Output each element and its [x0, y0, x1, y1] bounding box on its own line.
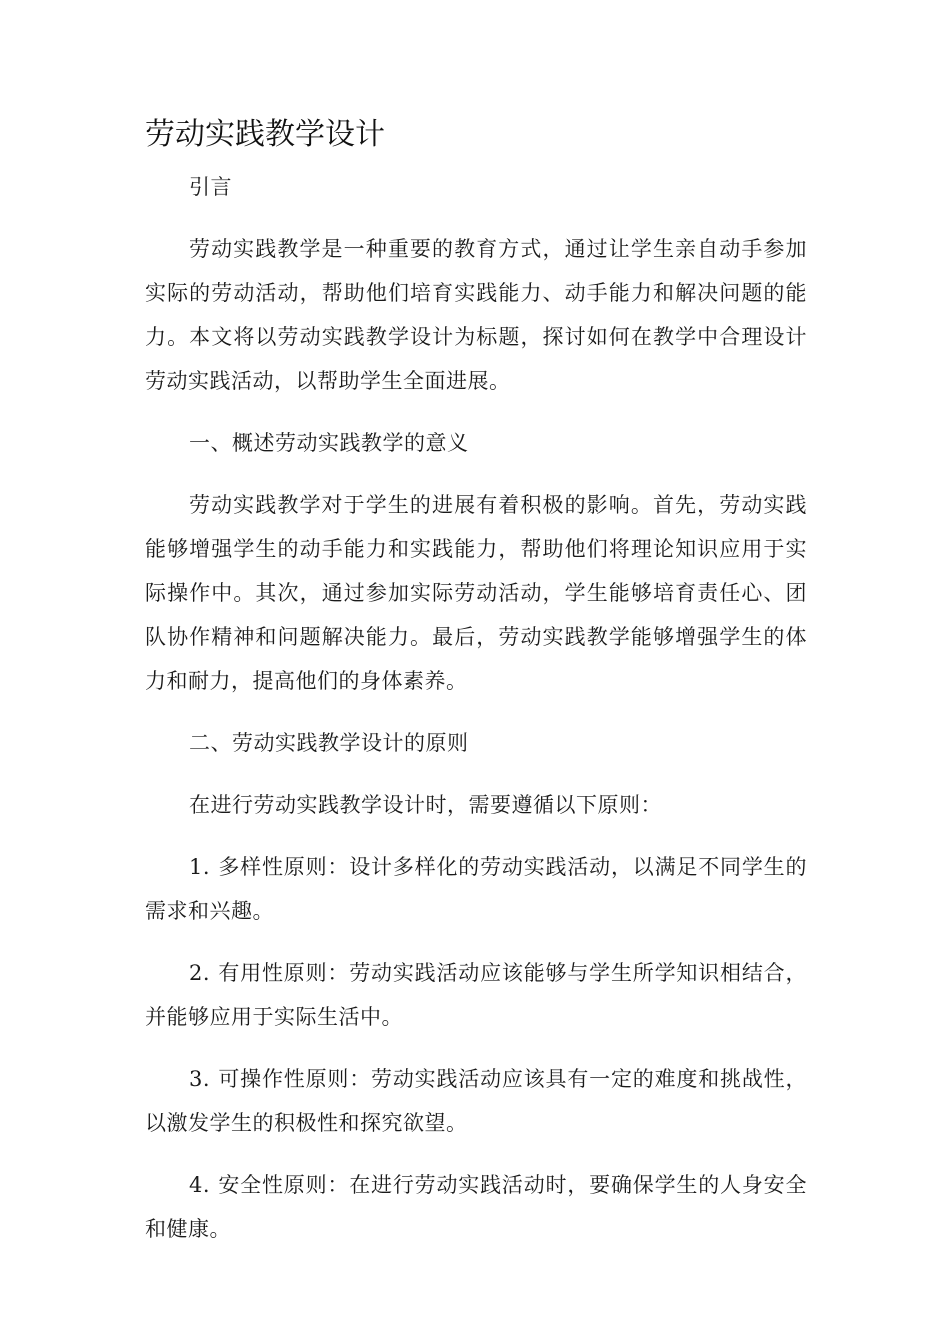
principle-text: 有用性原则：劳动实践活动应该能够与学生所学知识相结合，并能够应用于实际生活中。	[145, 961, 807, 1029]
principle-item	[145, 845, 807, 933]
section-heading-intro: 引言	[189, 175, 232, 199]
principle-text: 安全性原则：在进行劳动实践活动时，要确保学生的人身安全和健康。	[145, 1173, 807, 1241]
section-heading-significance: 一、概述劳动实践教学的意义	[189, 431, 469, 455]
principle-number: 3.	[189, 1067, 211, 1091]
principle-item	[145, 1163, 807, 1251]
principle-text: 可操作性原则：劳动实践活动应该具有一定的难度和挑战性，以激发学生的积极性和探究欲望。	[145, 1067, 807, 1135]
principle-number: 2.	[189, 961, 211, 985]
principle-item	[145, 1057, 807, 1145]
principle-text: 多样性原则：设计多样化的劳动实践活动，以满足不同学生的需求和兴趣。	[145, 855, 807, 923]
principles-intro-paragraph: 在进行劳动实践教学设计时，需要遵循以下原则：	[189, 793, 662, 817]
principle-number: 1.	[189, 855, 211, 879]
intro-paragraph: 劳动实践教学是一种重要的教育方式，通过让学生亲自动手参加实际的劳动活动，帮助他们培育实践能力、动手能力和解决问题的能力。本文将以劳动实践教学设计为标题，探讨如何在教学中合理设计劳动实践活动，以帮助学生全面进展。	[145, 237, 807, 393]
principle-number: 4.	[189, 1173, 211, 1197]
principle-item	[145, 951, 807, 1039]
section-heading-principles: 二、劳动实践教学设计的原则	[189, 731, 469, 755]
document-title: 劳动实践教学设计	[145, 117, 385, 152]
significance-paragraph: 劳动实践教学对于学生的进展有着积极的影响。首先，劳动实践能够增强学生的动手能力和实践能力，帮助他们将理论知识应用于实际操作中。其次，通过参加实际劳动活动，学生能够培育责任心、团队协作精神和问题解决能力。最后，劳动实践教学能够增强学生的体力和耐力，提高他们的身体素养。	[145, 493, 807, 693]
document-body	[145, 165, 807, 1269]
